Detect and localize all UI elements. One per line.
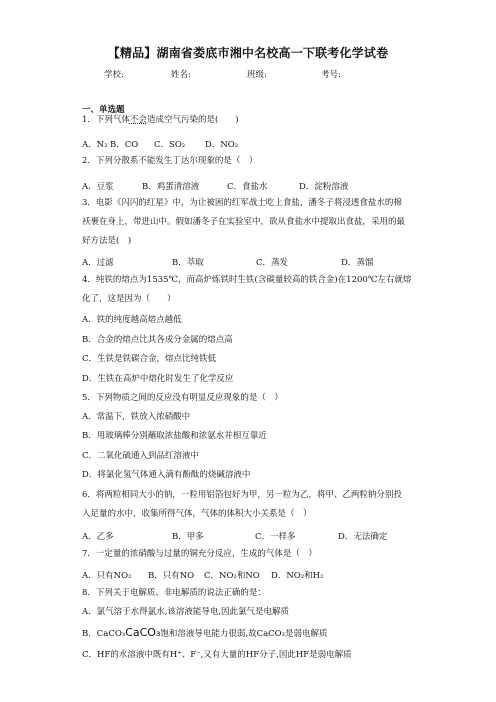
student-info-row [104, 68, 341, 80]
option-d: D．NO₂ [205, 140, 239, 150]
option-a: A．豆浆 [82, 182, 114, 192]
option-c: C．NO₂和NO [204, 571, 260, 581]
option-a: A．N₂ [82, 140, 108, 150]
option-c: C．蒸发 [256, 258, 289, 268]
question-4-option-a: A．铁的纯度越高熔点越低 [82, 315, 182, 325]
option-d: D．淀粉溶液 [299, 182, 349, 192]
question-5-option-b: B．用玻璃棒分别蘸取浓盐酸和浓氨水并相互靠近 [82, 431, 267, 441]
question-4-option-b: B．合金的熔点比其各成分金属的熔点高 [82, 335, 233, 345]
option-c: C．SO₂ [154, 140, 186, 150]
option-d: D．无法确定 [338, 532, 388, 542]
school-label: 学校: [104, 70, 124, 80]
question-7: 7．一定量的浓硝酸与过量的铜充分反应，生成的气体是（ ） [82, 549, 317, 559]
option-c: C．一样多 [255, 532, 296, 542]
option-a: A．乙多 [82, 532, 114, 542]
option-b: B．CO [110, 140, 139, 150]
question-5-option-c: C．二氧化硫通入到品红溶液中 [82, 451, 200, 461]
formula-image-text: CaCO₃ [125, 626, 161, 639]
question-6-line-2: 入足量的水中，收集所得气体，气体的体积大小关系是（ ） [82, 509, 312, 519]
exam-number-label: 考号: [321, 70, 341, 80]
class-label: 班级: [247, 70, 267, 80]
question-3-line-2: 袄裹在身上，带进山中。假如潘冬子在实验室中，欲从食盐水中提取出食盐，采用的最 [82, 217, 406, 227]
question-2-options [82, 180, 348, 192]
section-heading: 一、单选题 [82, 105, 125, 115]
emphasis-text: 不会 [129, 115, 147, 125]
question-8: 8．下列关于电解质、非电解质的说法正确的是： [82, 588, 266, 598]
option-d: D．NO₂和H₂ [271, 571, 324, 581]
question-5-option-d: D．将氯化氢气体通入滴有酚酞的烧碱溶液中 [82, 470, 251, 480]
question-2: 2．下列分散系不能发生丁达尔现象的是（ ） [82, 156, 258, 166]
option-b: B．鸡蛋清溶液 [142, 182, 200, 192]
question-8-option-c: C．HF的水溶液中既有H⁺、F⁻,又有大量的HF分子,因此HF是弱电解质 [82, 650, 352, 660]
question-6-options [82, 530, 387, 542]
option-b: B．甲多 [172, 532, 204, 542]
question-4-line-2: 化了，这是因为（ ） [82, 294, 176, 304]
option-a: A．过滤 [82, 258, 114, 268]
option-a: A．只有NO₂ [82, 571, 132, 581]
question-4-option-d: D．生铁在高炉中熔化时发生了化学反应 [82, 374, 234, 384]
question-3-line-1: 3．电影《闪闪的红星》中，为让被困的红军战士吃上食盐，潘冬子将浸透食盐水的棉 [82, 198, 402, 208]
question-1-options [82, 138, 238, 150]
option-b: B．萃取 [172, 258, 204, 268]
question-8-option-b: B．CaCO₃CaCO₃饱和溶液导电能力很弱,故CaCO₃是弱电解质 [82, 626, 328, 639]
option-b: B．只有NO [148, 571, 195, 581]
exam-title: 【精品】湖南省娄底市湘中名校高一下联考化学试卷 [107, 46, 389, 60]
question-8-option-a: A．氯气溶于水得氯水,该溶液能导电,因此氯气是电解质 [82, 607, 290, 617]
question-6-line-1: 6．将两粒相同大小的钠，一粒用铝箔包好为甲，另一粒为乙，将甲、乙两粒钠分别投 [82, 490, 402, 500]
question-5-option-a: A．常温下，铁放入浓硝酸中 [82, 412, 191, 422]
question-4-option-c: C．生铁是铁碳合金，熔点比纯铁低 [82, 354, 217, 364]
question-3-options [82, 256, 373, 268]
question-7-options [82, 569, 323, 581]
question-4-line-1: 4．纯铁的熔点为1535℃，而高炉炼铁时生铁(含碳量较高的铁合金)在1200℃左右就熔 [82, 275, 412, 285]
question-1: 1．下列气体不会造成空气污染的是( ) [82, 115, 239, 125]
option-c: C．食盐水 [227, 182, 268, 192]
option-d: D．蒸馏 [341, 258, 374, 268]
question-5: 5．下列物质之间的反应没有明显反应现象的是（ ） [82, 393, 283, 403]
question-3-line-3: 好方法是( ) [82, 236, 132, 246]
name-label: 姓名: [171, 70, 191, 80]
